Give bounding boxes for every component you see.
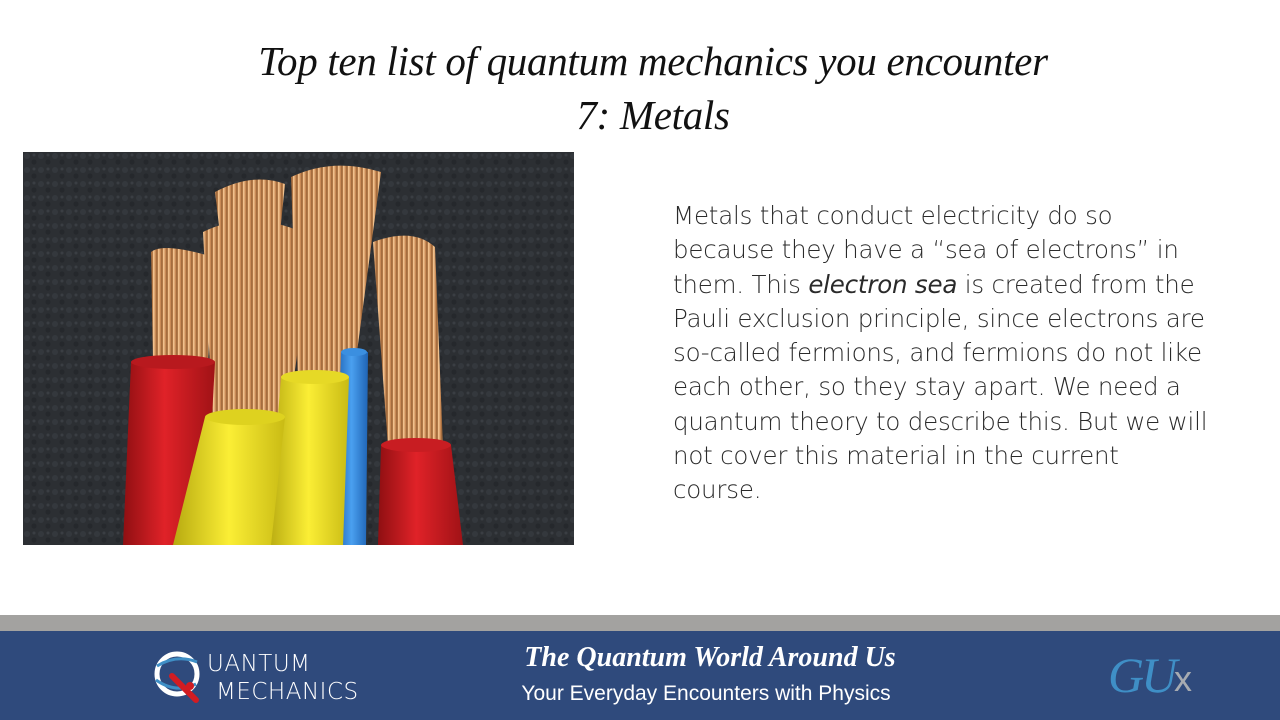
slide-title-line1: Top ten list of quantum mechanics you encounter	[258, 38, 1048, 84]
quantum-mechanics-logo	[150, 646, 380, 706]
slide-title-line2: 7: Metals	[576, 92, 730, 138]
copper-wires-photo	[23, 152, 574, 545]
gux-logo	[1108, 646, 1208, 706]
course-subtitle: Your Everyday Encounters with Physics	[521, 682, 891, 705]
slide-body-text	[673, 199, 1213, 508]
logo-text-mechanics: MECHANICS	[216, 679, 359, 705]
body-text-emphasis: electron sea	[808, 269, 958, 299]
logo-text-uantum: UANTUM	[207, 651, 311, 677]
body-text-part1: Metals that conduct electricity do so because they have a “sea of electrons” in them. This	[673, 201, 1179, 299]
course-title: The Quantum World Around Us	[524, 642, 896, 673]
footer-divider-strip	[0, 615, 1280, 632]
gux-logo-x: x	[1174, 658, 1192, 699]
body-text-part2: is created from the Pauli exclusion principle, since electrons are so-called fermions, and fermions do not like each other, so they stay apart. We need a quantum theory to describe this. But we will not cover this material in the current course.	[673, 269, 1208, 505]
q-atom-icon	[150, 646, 206, 704]
gux-logo-gu: GU	[1108, 647, 1175, 703]
slide-title	[0, 34, 1280, 142]
